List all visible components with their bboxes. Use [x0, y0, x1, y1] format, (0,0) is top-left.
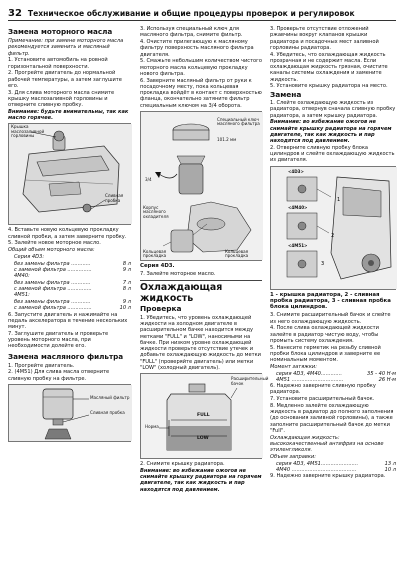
torque-title: Момент затяжки: — [270, 363, 317, 370]
engine-oil-figure — [8, 123, 131, 225]
step-text: 5. Нанесите герметик на резьбу сливной пробки блока цилиндров и заверните ее номинальным моментом. — [270, 344, 381, 364]
row-value: 8 л — [122, 286, 131, 292]
figure-caption: 1 - крышка радиатора, 2 - сливная пробка радиатора, 3 - сливная пробка блока цилиндров. — [270, 291, 391, 311]
row-value: 8 л — [122, 260, 131, 267]
step-text: 5. Залейте новое моторное масло. — [8, 240, 101, 247]
step-text: 2. (4M51) Для слива масла отверните сливную пробку на фильтре. — [8, 369, 110, 382]
step-text: 5. Установите крышку радиатора на место. — [270, 83, 388, 90]
row-value: 26 Н·м — [378, 376, 396, 383]
series-label: Серия 4D3: — [14, 253, 45, 260]
figure-label: Корпус масляного охладителя — [143, 204, 169, 219]
page-header — [8, 6, 396, 21]
step-text: 7. Установите расширительный бачок. — [270, 396, 375, 403]
step-text: 5. Смажьте небольшим количеством чистого моторного масла кольцевую прокладку нового фильтра. — [140, 58, 262, 77]
step-text: 3. Снимите расширительный бачок и слейте из него охлаждающую жидкость. — [270, 312, 391, 325]
column-3 — [270, 26, 396, 480]
step-text: 4. Вставьте новую кольцевую прокладку сливной пробки, а затем заверните пробку. — [8, 227, 127, 240]
oil-filter-figure — [8, 384, 131, 442]
step-text: 4. Очистите прилегающую к масляному фильтру поверхность масляного фильтра двигателя. — [140, 39, 254, 58]
engine-label-4m51: <4M51> — [288, 242, 308, 248]
section-title-oil-change: Замена моторного масла — [8, 27, 113, 36]
note-text: Примечание: при замене моторного масла рекомендуется заменить и масляный фильтр. — [8, 38, 124, 57]
warning-text: Внимание: во избежание ожогов не снимайте крышку радиатора на горячем двигателе, так как жидкость и пар находятся под давлением. — [140, 467, 262, 493]
row-label: 4M40 ........................................ — [276, 466, 357, 473]
step-text: 1. Установите автомобиль на ровной горизонтальной поверхности. — [8, 57, 108, 70]
row-label: с заменой фильтра ............... — [14, 286, 92, 292]
row-label: без замены фильтра ............ — [14, 299, 91, 305]
row-label: без замены фильтра ............ — [14, 260, 91, 267]
step-text: 6. Заверните масляный фильтр от руки к посадочному месту, пока кольцевая прокладка войдёт в контакт с поверхностью фланца, окончательно затяните фильтр специальным ключом на 3/4 оборота. — [140, 77, 262, 109]
row-value: 13 л — [384, 460, 396, 467]
step-text: 3. Проверьте отсутствие отложений ржавчины вокруг клапанов крышки радиатора и посадочных мест заливной горловины радиатора. — [270, 26, 379, 51]
drain-plug-illustration — [271, 167, 397, 289]
step-text: 4. Убедитесь, что охлаждающая жидкость прозрачная и не содержит масла. Если охлаждающая жидкость грязная, очистите каналы системы охлаждения и замените жидкость. — [270, 51, 388, 83]
section-title-oil-filter: Замена масляного фильтра — [8, 351, 124, 361]
drain-plug-figure — [270, 166, 396, 290]
row-label: с заменой фильтра ............... — [14, 305, 92, 312]
column-1 — [8, 26, 131, 444]
step-text: 2. Прогрейте двигатель до нормальной рабочей температуры, а затем заглушите его. — [8, 70, 122, 89]
row-value: 9 л — [122, 299, 131, 305]
reservoir-figure — [140, 373, 269, 459]
figure-label: Специальный ключ масляного фильтра — [217, 116, 260, 127]
step-text: 2. Отверните сливную пробку блока цилиндров и слейте охлаждающую жидкость из двигателя. — [270, 144, 395, 164]
row-label: 4M51 ................................ — [276, 376, 344, 383]
capacity-title: Общий объем моторного масла: — [8, 247, 95, 253]
step-text: 6. Запустите двигатель и нажимайте на педаль акселератора в течение нескольких минут. — [8, 311, 128, 330]
step-text: 3. Для слива моторного масла снимите крышку маслозаливной горловины и отверните сливную пробку. — [8, 89, 115, 108]
figure-label: Сливная пробка — [90, 409, 125, 415]
step-text: 3. Используя специальный ключ для масляного фильтра, снимите фильтр. — [140, 26, 243, 39]
step-text: 1. Убедитесь, что уровень охлаждающей жидкости на холодном двигателе в расширительном бачке находится между метками "FULL" и "LOW", наносимыми на бачке. При низком уровне охлаждающей жидкости проверьте отсутствие утечек и добавьте охлаждающую жидкость до метки "FULL" (проверяйте двигатель) или метки "LOW" (холодный двигатель). — [140, 314, 261, 371]
row-label: серия 4D3, 4M40............. — [276, 370, 342, 377]
warning-text: Внимание: будьте внимательны, так как масло горячее. — [8, 108, 129, 121]
svg-text:3: 3 — [321, 260, 325, 267]
row-value: 10 л — [384, 466, 396, 473]
figure-label: Расширительный бачок — [231, 376, 269, 386]
figure-label: Крышка маслозаливной горловины — [11, 124, 45, 139]
engine-illustration — [9, 124, 132, 224]
series-label: 4M40: — [14, 273, 30, 279]
step-text: 6. Надежно заверните сливную пробку радиатора. — [270, 383, 376, 396]
figure-label: Кольцевая прокладка — [225, 248, 249, 259]
warning-text: Внимание: во избежание ожогов не снимайте крышку радиатора на горячем двигателе, так как жидкость и пар находятся под давлением. — [270, 119, 392, 144]
note-text: Охлаждающая жидкость: высококачественный антифриз на основе этиленгликоля. — [270, 434, 384, 454]
svg-text:2: 2 — [331, 232, 335, 239]
figure-caption: Серия 4D3. — [140, 262, 175, 269]
step-text: 8. Медленно залейте охлаждающую жидкость в радиатор до полного заполнения (до основания заливной горловины), а также заполните расширительный бачок до метки "Full". — [270, 402, 394, 434]
engine-label-4d3: <4D3> — [288, 168, 304, 174]
level-mark-low: LOW — [197, 436, 209, 442]
row-value: 7 л — [122, 279, 131, 286]
figure-label: Сливная пробка — [105, 193, 124, 203]
series-label: 4M51: — [14, 292, 30, 299]
row-value: 9 л — [122, 266, 131, 273]
step-text: 1. Слейте охлаждающую жидкость из радиатора, отвернув сначала сливную пробку радиатора, а затем крышку радиатора. — [270, 100, 396, 119]
row-label: без замены фильтра ............ — [14, 279, 91, 286]
row-value: 10 л — [119, 305, 131, 312]
level-mark-full: FULL — [197, 413, 210, 419]
row-label: с заменой фильтра ............... — [14, 266, 92, 273]
row-value: 35 - 40 Н·м — [367, 370, 396, 377]
step-text: 2. Снимите крышку радиатора. — [140, 461, 225, 468]
subsection-title-check: Проверка — [140, 304, 182, 314]
column-2 — [140, 26, 269, 493]
section-title-coolant: Охлаждающая жидкость — [140, 282, 223, 304]
page-number: 32 — [8, 7, 22, 19]
page-title: Техническое обслуживание и общие процедуры проверок и регулировок — [27, 8, 355, 18]
oil-filter-wrench-figure — [140, 111, 262, 261]
step-text: 7. Заглушите двигатель и проверьте уровень моторного масла, при необходимости долейте его. — [8, 330, 109, 350]
row-label: серия 4D3, 4M51....................... — [276, 460, 359, 467]
filter-wrench-illustration — [141, 112, 263, 260]
step-text: 9. Надежно заверните крышку радиатора. — [270, 473, 386, 480]
volume-title: Объем заправки: — [270, 453, 316, 460]
section-divider — [140, 280, 262, 281]
step-text: 7. Залейте моторное масло. — [140, 271, 216, 278]
figure-label: Норма — [145, 424, 159, 430]
step-text: 1. Прогрейте двигатель. — [8, 362, 75, 369]
figure-label: Кольцевая прокладка — [143, 248, 167, 259]
engine-label-4m40: <4M40> — [288, 204, 308, 210]
figure-label: 3/4 — [145, 176, 152, 182]
subsection-title-replace: Замена — [270, 89, 302, 99]
figure-label: Масляный фильтр — [90, 394, 130, 400]
figure-label: 101.2 мм — [217, 136, 237, 142]
step-text: 4. После слива охлаждающей жидкости залейте в радиатор чистую воду, чтобы промыть систему охлаждения. — [270, 325, 379, 344]
svg-text:1: 1 — [337, 196, 341, 203]
